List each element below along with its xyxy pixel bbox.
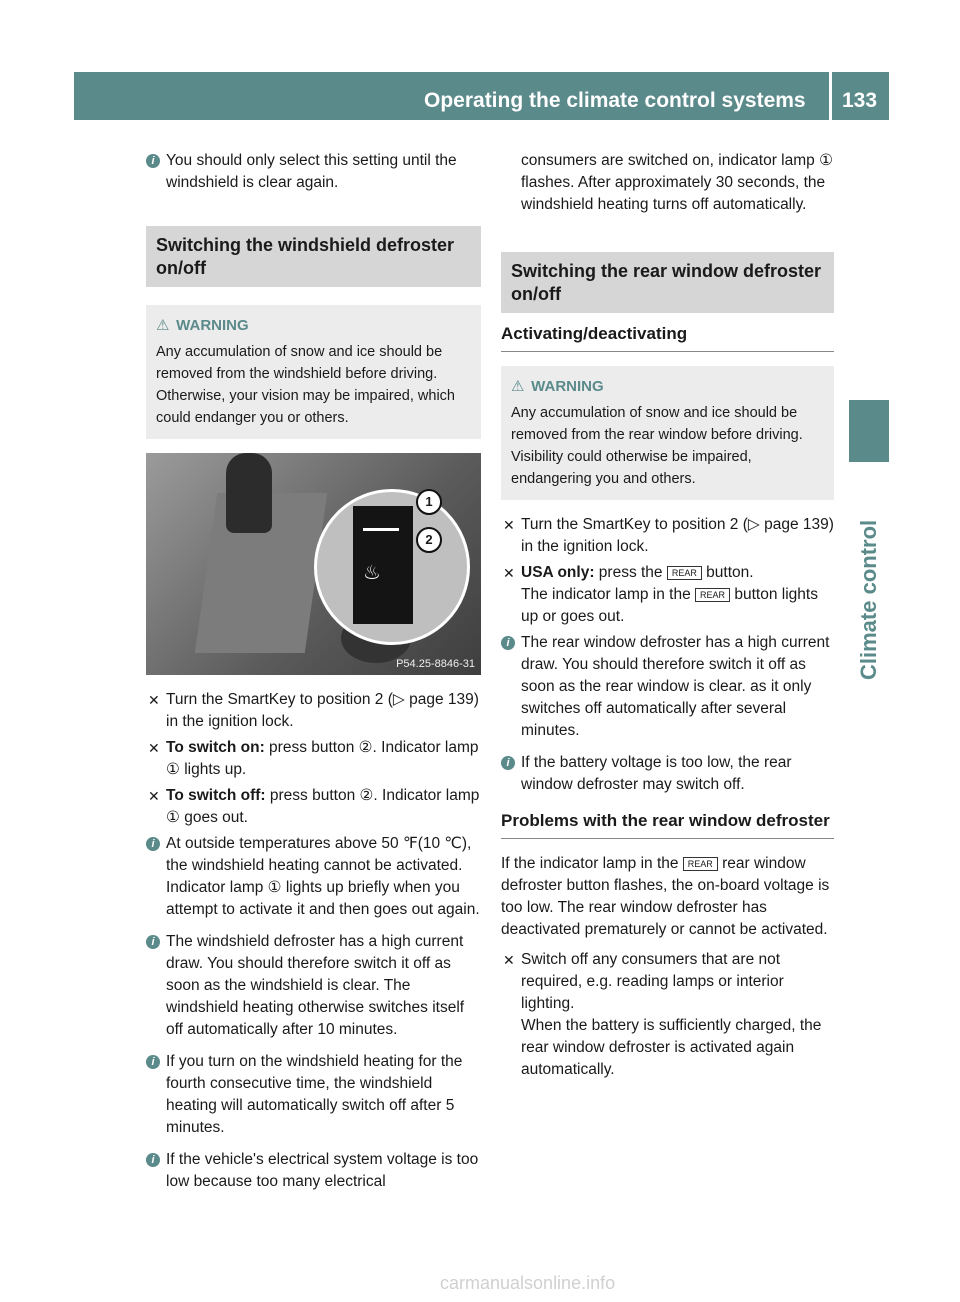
instruction-step: ✕ To switch on: press button ②. Indicator lamp ① lights up. xyxy=(148,739,479,778)
right-column xyxy=(501,150,834,1085)
instruction-step: ✕ Turn the SmartKey to position 2 (▷ page 139) in the ignition lock. xyxy=(148,691,479,730)
info-icon: i xyxy=(146,1055,160,1069)
indicator-lamp xyxy=(363,528,399,531)
info-icon: i xyxy=(146,154,160,168)
chapter-label: Climate control xyxy=(856,519,881,681)
info-note: i If you turn on the windshield heating for the fourth consecutive time, the windshield heating will automatically switch off after 5 minutes. xyxy=(146,1051,481,1139)
warning-heading: ⚠ WARNING xyxy=(511,376,824,398)
info-note: i At outside temperatures above 50 ℉(10 ℃), the windshield heating cannot be activated. Indicator lamp ① lights up briefly when you attempt to activate it and then goes out again. xyxy=(146,833,481,921)
info-icon: i xyxy=(146,1153,160,1167)
info-icon: i xyxy=(146,837,160,851)
warning-box xyxy=(501,366,834,500)
warning-heading: ⚠ WARNING xyxy=(156,315,471,337)
rear-defrost-icon: REAR xyxy=(695,588,730,602)
warning-text: Any accumulation of snow and ice should be removed from the windshield before driving. Otherwise, your vision may be impaired, which could endanger you or others. xyxy=(156,344,455,426)
zoom-detail xyxy=(314,489,470,645)
header-divider xyxy=(829,72,832,120)
info-note: i If the battery voltage is too low, the rear window defroster may switch off. xyxy=(501,752,834,796)
rear-defrost-icon: REAR xyxy=(667,566,702,580)
info-note: i You should only select this setting until the windshield is clear again. xyxy=(146,150,481,194)
page-title: Operating the climate control systems xyxy=(424,89,806,112)
continued-text: consumers are switched on, indicator lamp ① flashes. After approximately 30 seconds, the windshield heating turns off automatically. xyxy=(521,152,833,213)
watermark: carmanualsonline.info xyxy=(440,1273,616,1293)
warning-text: Any accumulation of snow and ice should be removed from the rear window before driving. Visibility could otherwise be impaired, endangering you and others. xyxy=(511,405,803,487)
callout-2: 2 xyxy=(416,527,442,553)
step-arrow-icon: ✕ xyxy=(503,952,515,968)
subheading: Activating/deactivating xyxy=(501,323,834,352)
info-icon: i xyxy=(501,636,515,650)
chapter-tab xyxy=(849,400,889,462)
step-arrow-icon: ✕ xyxy=(148,692,160,708)
windshield-defrost-icon: ♨ xyxy=(363,562,381,584)
step-arrow-icon: ✕ xyxy=(148,740,160,756)
instruction-step: ✕ USA only: press the REAR button. The indicator lamp in the REAR button lights up or goes out. xyxy=(503,564,818,625)
instruction-step: ✕ Turn the SmartKey to position 2 (▷ page 139) in the ignition lock. xyxy=(503,516,834,555)
warning-box xyxy=(146,305,481,439)
instruction-step: ✕ To switch off: press button ②. Indicator lamp ① goes out. xyxy=(148,787,480,826)
warning-triangle-icon: ⚠ xyxy=(511,378,525,395)
step-arrow-icon: ✕ xyxy=(503,565,515,581)
callout-1: 1 xyxy=(416,489,442,515)
gear-selector xyxy=(226,453,272,533)
subheading: Problems with the rear window defroster xyxy=(501,810,834,839)
section-heading: Switching the windshield defroster on/off xyxy=(146,226,481,287)
info-note: i If the vehicle's electrical system voltage is too low because too many electrical xyxy=(146,1149,481,1193)
info-icon: i xyxy=(146,935,160,949)
info-icon: i xyxy=(501,756,515,770)
defroster-button xyxy=(353,506,413,624)
warning-triangle-icon: ⚠ xyxy=(156,317,170,334)
left-column xyxy=(146,150,481,1203)
info-note: i The rear window defroster has a high current draw. You should therefore switch it off as soon as the rear window is clear. as it only switches off automatically after several minutes. xyxy=(501,632,834,742)
step-arrow-icon: ✕ xyxy=(148,788,160,804)
section-heading: Switching the rear window defroster on/off xyxy=(501,252,834,313)
info-note: i The windshield defroster has a high current draw. You should therefore switch it off as soon as the windshield is clear. The windshield heating otherwise switches itself off automatically after 10 minutes. xyxy=(146,931,481,1041)
photo-code: P54.25-8846-31 xyxy=(396,658,475,670)
paragraph: If the indicator lamp in the REAR rear window defroster button flashes, the on-board voltage is too low. The rear window defroster has deactivated prematurely or cannot be activated. xyxy=(501,855,830,938)
step-arrow-icon: ✕ xyxy=(503,517,515,533)
page-number: 133 xyxy=(842,89,878,112)
defroster-button-photo xyxy=(146,453,481,675)
instruction-step: ✕ Switch off any consumers that are not required, e.g. reading lamps or interior lighting. When the battery is sufficiently charged, the rear window defroster is activated again automatically. xyxy=(503,951,822,1078)
rear-defrost-icon: REAR xyxy=(683,857,718,871)
